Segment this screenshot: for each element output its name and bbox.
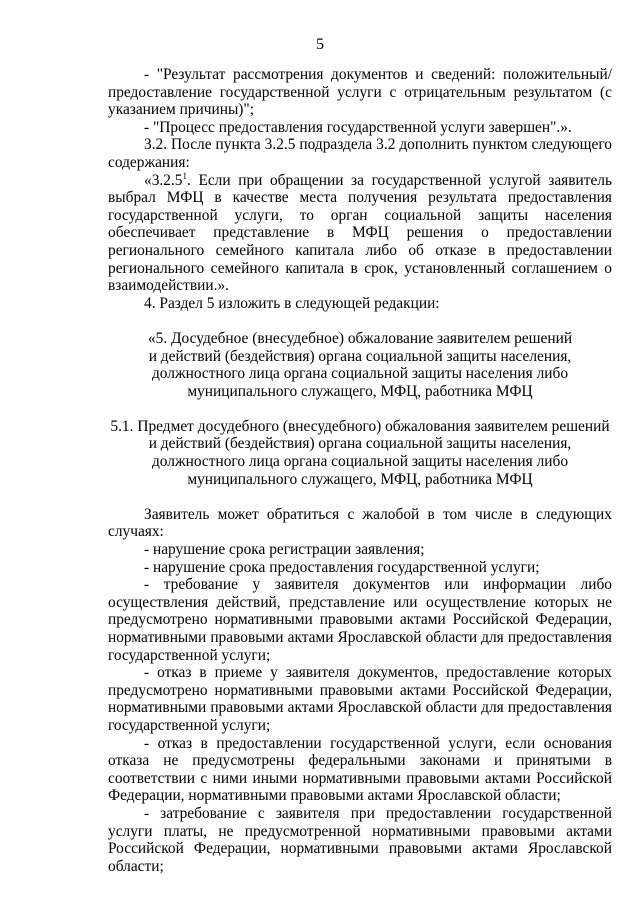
section-5-heading-line-3: должностного лица органа социальной защиты населения либо	[151, 365, 569, 383]
case-service-deadline: - нарушение срока предоставления государственной услуги;	[144, 558, 540, 576]
document-body	[108, 66, 612, 875]
case-extra-documents-requirement: - требование у заявителя документов или информации либо осуществления действий, представление или осуществление которых не предусмотрено нормативными правовыми актами Российской Федерации, нормативными правовыми актами Ярославской области для предоставления государственной услуги;	[108, 576, 612, 664]
clause-text: . Если при обращении за государственной услугой заявитель выбрал МФЦ в качестве места получения результата предоставления государственной услуги, то орган социальной защиты населения обеспечивает представление в МФЦ решения о предоставлении регионального семейного капитала либо об отказе в предоставлении регионального семейного капитала в срок, установленный соглашением о взаимодействии.».	[108, 171, 612, 295]
page-number: 5	[316, 36, 324, 53]
spacer	[108, 488, 612, 506]
subsection-5-1-heading-line-3: должностного лица органа социальной защиты населения либо	[151, 453, 569, 471]
case-service-refusal: - отказ в предоставлении государственной услуги, если основания отказа не предусмотрены федеральными законами и принятыми в соответствии с ними иными нормативными правовыми актами Российской Федерации, нормативными правовыми актами Ярославской области;	[108, 734, 612, 805]
spacer	[108, 400, 612, 418]
clause-3-2-5-1-paragraph	[108, 172, 612, 295]
process-status-paragraph: - "Процесс предоставления государственной услуги завершен".».	[144, 118, 572, 136]
clause-number: «3.2.5	[144, 171, 183, 189]
case-document-acceptance-refusal: - отказ в приеме у заявителя документов, предоставление которых предусмотрено нормативными правовыми актами Российской Федерации, нормативными правовыми актами Ярославской области для предоставления государственной услуги;	[108, 664, 612, 734]
subsection-5-1-heading-line-1: 5.1. Предмет досудебного (внесудебного) обжалования заявителем решений	[110, 417, 610, 435]
clause-superscript: 1	[182, 170, 187, 181]
case-unlawful-fee: - затребование с заявителя при предоставлении государственной услуги платы, не предусмотренной нормативными правовыми актами Российской Федерации, нормативными правовыми актами Ярославской области;	[108, 804, 612, 875]
subsection-5-1-heading-line-4: муниципального служащего, МФЦ, работника МФЦ	[187, 470, 533, 488]
spacer	[108, 312, 612, 330]
section-5-heading-line-2: и действий (бездействия) органа социальной защиты населения,	[148, 347, 572, 365]
case-registration-deadline: - нарушение срока регистрации заявления;	[144, 541, 425, 559]
amendment-3-2-paragraph: 3.2. После пункта 3.2.5 подраздела 3.2 дополнить пунктом следующего содержания:	[108, 136, 612, 171]
section-5-heading-line-1: «5. Досудебное (внесудебное) обжалование заявителем решений	[147, 329, 573, 347]
amendment-section-5-paragraph: 4. Раздел 5 изложить в следующей редакции:	[144, 294, 440, 312]
result-status-paragraph: - "Результат рассмотрения документов и сведений: положительный/ предоставление государственной услуги с отрицательным результатом (с указанием причины)";	[108, 66, 612, 119]
section-5-heading-line-4: муниципального служащего, МФЦ, работника МФЦ	[187, 382, 533, 400]
complaint-cases-intro: Заявитель может обратиться с жалобой в том числе в следующих случаях:	[108, 505, 612, 541]
subsection-5-1-heading-line-2: и действий (бездействия) органа социальной защиты населения,	[148, 435, 572, 453]
